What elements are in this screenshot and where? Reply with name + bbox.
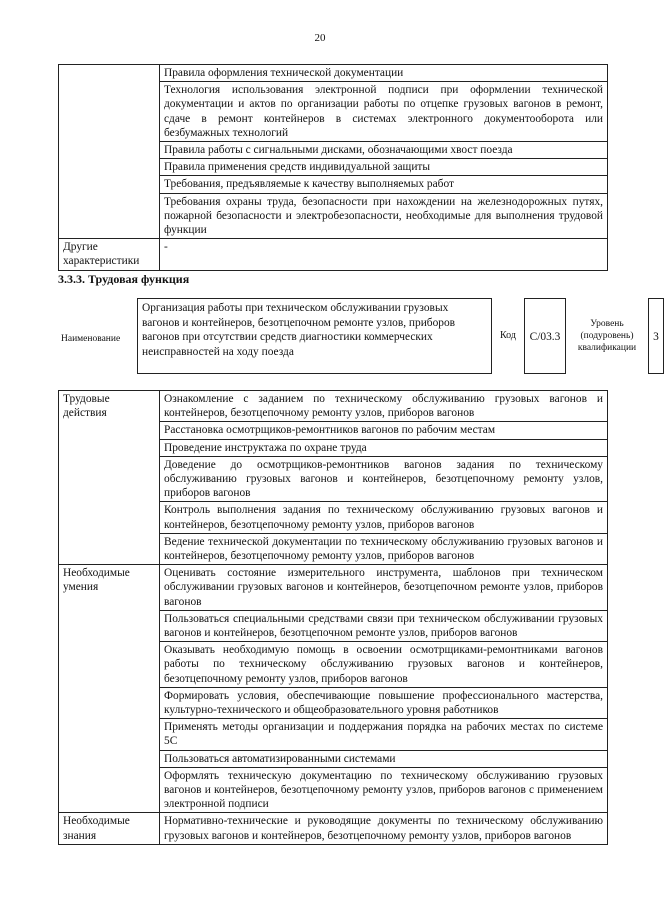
labor-actions-label: Трудовые действия: [59, 391, 160, 565]
skills-label: Необходимые умения: [59, 565, 160, 813]
table-row: Технология использования электронной подписи при оформлении технической документации и актов по организации работы по отцепке грузовых вагонов в ремонт, сдаче в ремонт контейнеров в системах электронного документооборота или безбумажных технологий: [160, 82, 608, 142]
name-label: Наименование: [61, 334, 121, 344]
level-label: Уровень (подуровень) квалификации: [577, 319, 637, 353]
knowledge-label: Необходимые знания: [59, 813, 160, 844]
section-title: 3.3.3. Трудовая функция: [58, 272, 190, 286]
table-row: Расстановка осмотрщиков-ремонтников вагонов по рабочим местам: [160, 422, 608, 439]
other-characteristics-label: Другие характеристики: [59, 239, 160, 270]
table-row: Формировать условия, обеспечивающие повышение профессионального мастерства, культурно-технического и общеобразовательного уровня работников: [160, 687, 608, 718]
code-label: Код: [500, 330, 516, 341]
table-row: Пользоваться автоматизированными системами: [160, 750, 608, 767]
table-row: Нормативно-технические и руководящие документы по техническому обслуживанию грузовых вагонов и контейнеров, безотцепочному ремонту узлов, приборов вагонов: [160, 813, 608, 844]
table-row: Контроль выполнения задания по техническому обслуживанию грузовых вагонов и контейнеров, безотцепочному ремонту узлов, приборов вагонов: [160, 502, 608, 533]
table-row: Оказывать необходимую помощь в освоении осмотрщиками-ремонтниками вагонов работы по техническому обслуживанию грузовых вагонов и контейнеров, безотцепочному ремонту узлов, приборов вагонов: [160, 642, 608, 688]
code-value-box: С/03.3: [524, 298, 566, 374]
table-row: Правила применения средств индивидуальной защиты: [160, 159, 608, 176]
table-row: Ознакомление с заданием по техническому обслуживанию грузовых вагонов и контейнеров, безотцепочному ремонту узлов, приборов вагонов: [160, 391, 608, 422]
table-row: Оценивать состояние измерительного инструмента, шаблонов при техническом обслуживании грузовых вагонов и контейнеров, безотцепочном ремонте узлов, приборов вагонов: [160, 565, 608, 611]
other-characteristics-value: -: [160, 239, 608, 270]
table-row: Правила оформления технической документации: [160, 65, 608, 82]
level-value-box: 3: [648, 298, 664, 374]
table-row: Ведение технической документации по техническому обслуживанию грузовых вагонов и контейнеров, безотцепочному ремонту узлов, приборов вагонов: [160, 533, 608, 564]
table-row: Доведение до осмотрщиков-ремонтников вагонов задания по техническому обслуживанию грузовых вагонов и контейнеров, безотцепочному ремонту узлов, приборов вагонов: [160, 456, 608, 502]
table-row: Применять методы организации и поддержания порядка на рабочих местах по системе 5С: [160, 719, 608, 750]
top-requirements-table: [58, 64, 608, 271]
table-row: Правила работы с сигнальными дисками, обозначающими хвост поезда: [160, 142, 608, 159]
table-row: Пользоваться специальными средствами связи при техническом обслуживании грузовых вагонов и контейнеров, безотцепочном ремонте узлов, приборов вагонов: [160, 610, 608, 641]
table-row: Требования, предъявляемые к качеству выполняемых работ: [160, 176, 608, 193]
table-label-empty: [59, 65, 160, 239]
table-row: Требования охраны труда, безопасности при нахождении на железнодорожных путях, пожарной безопасности и электробезопасности, необходимые для выполнения трудовой функции: [160, 193, 608, 239]
table-row: Проведение инструктажа по охране труда: [160, 439, 608, 456]
labor-function-table: [58, 390, 608, 845]
function-header: [58, 298, 659, 376]
table-row: Оформлять техническую документацию по техническому обслуживанию грузовых вагонов и контейнеров, безотцепочному ремонту узлов, приборов вагонов с применением электронной подписи: [160, 767, 608, 813]
page-number: 20: [314, 32, 326, 44]
function-name-box: Организация работы при техническом обслуживании грузовых вагонов и контейнеров, безотцепочном ремонте узлов, приборов вагонов при отсутствии средств диагностики коммерческих неисправностей на ходу поезда: [137, 298, 492, 374]
